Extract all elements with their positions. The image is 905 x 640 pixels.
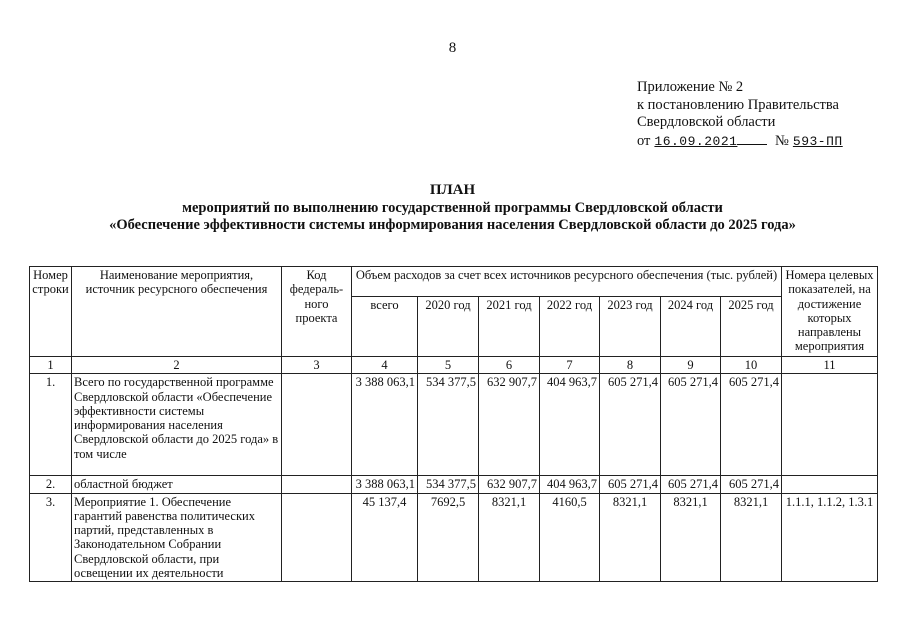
document-title [0, 182, 905, 235]
header-2025: 2025 год [721, 297, 782, 357]
row-2025: 605 271,4 [721, 476, 782, 493]
column-number-row [30, 357, 878, 374]
row-name: областной бюджет [72, 476, 282, 493]
row-code [282, 493, 352, 582]
header-total: всего [352, 297, 418, 357]
column-number: 2 [72, 357, 282, 374]
row-2025: 605 271,4 [721, 374, 782, 476]
appendix-block [637, 79, 897, 150]
row-2023: 8321,1 [600, 493, 661, 582]
plan-table [29, 266, 878, 582]
title-line1: ПЛАН [429, 182, 476, 198]
table-row [30, 493, 878, 582]
from-label: от [637, 132, 651, 149]
appendix-line3: Свердловской области [637, 114, 776, 130]
header-2021: 2021 год [479, 297, 540, 357]
decree-date: 16.09.2021 [654, 133, 738, 149]
row-targets: 1.1.1, 1.1.2, 1.3.1 [782, 493, 878, 582]
row-2022: 404 963,7 [540, 476, 600, 493]
row-total: 3 388 063,1 [352, 476, 418, 493]
table-row [30, 476, 878, 493]
header-targets: Номера целевых показателей, на достижение которых направлены мероприятия [782, 267, 878, 357]
header-2022: 2022 год [540, 297, 600, 357]
row-2021: 8321,1 [479, 493, 540, 582]
header-code: Код федераль-ного проекта [282, 267, 352, 357]
date-underline [737, 132, 767, 145]
column-number: 8 [600, 357, 661, 374]
header-name: Наименование мероприятия, источник ресурсного обеспечения [72, 267, 282, 357]
row-2023: 605 271,4 [600, 374, 661, 476]
header-row-1 [30, 267, 878, 297]
row-2024: 605 271,4 [661, 476, 721, 493]
row-2021: 632 907,7 [479, 374, 540, 476]
row-total: 45 137,4 [352, 493, 418, 582]
row-2023: 605 271,4 [600, 476, 661, 493]
row-number: 1. [30, 374, 72, 476]
title-line3: «Обеспечение эффективности системы информирования населения Свердловской области до 2025 года» [109, 217, 796, 233]
table-row [30, 374, 878, 476]
number-label: № [775, 132, 789, 149]
column-number: 10 [721, 357, 782, 374]
column-number: 7 [540, 357, 600, 374]
row-2020: 534 377,5 [418, 476, 479, 493]
row-2020: 7692,5 [418, 493, 479, 582]
row-total: 3 388 063,1 [352, 374, 418, 476]
row-2020: 534 377,5 [418, 374, 479, 476]
row-2022: 404 963,7 [540, 374, 600, 476]
row-2024: 605 271,4 [661, 374, 721, 476]
decree-number: 593-ПП [792, 133, 843, 149]
header-volume: Объем расходов за счет всех источников ресурсного обеспечения (тыс. рублей) [352, 267, 782, 297]
page-number: 8 [448, 40, 457, 56]
row-targets [782, 476, 878, 493]
row-name: Всего по государственной программе Свердловской области «Обеспечение эффективности системы информирования населения Свердловской области до 2025 года» в том числе [72, 374, 282, 476]
row-2025: 8321,1 [721, 493, 782, 582]
column-number: 3 [282, 357, 352, 374]
column-number: 9 [661, 357, 721, 374]
header-2023: 2023 год [600, 297, 661, 357]
row-number: 2. [30, 476, 72, 493]
column-number: 4 [352, 357, 418, 374]
appendix-line2: к постановлению Правительства [637, 96, 839, 113]
row-2022: 4160,5 [540, 493, 600, 582]
row-targets [782, 374, 878, 476]
header-row-number: Номер строки [30, 267, 72, 357]
title-line2: мероприятий по выполнению государственной программы Свердловской области [182, 199, 723, 216]
header-2024: 2024 год [661, 297, 721, 357]
row-code [282, 374, 352, 476]
row-2021: 632 907,7 [479, 476, 540, 493]
column-number: 1 [30, 357, 72, 374]
row-code [282, 476, 352, 493]
column-number: 6 [479, 357, 540, 374]
column-number: 11 [782, 357, 878, 374]
row-2024: 8321,1 [661, 493, 721, 582]
row-name: Мероприятие 1. Обеспечение гарантий равенства политических партий, представленных в Законодательном Собрании Свердловской области, при освещении их деятельности [72, 493, 282, 582]
row-number: 3. [30, 493, 72, 582]
appendix-date-line [637, 132, 897, 151]
column-number: 5 [418, 357, 479, 374]
header-2020: 2020 год [418, 297, 479, 357]
appendix-line1: Приложение № 2 [637, 79, 744, 95]
